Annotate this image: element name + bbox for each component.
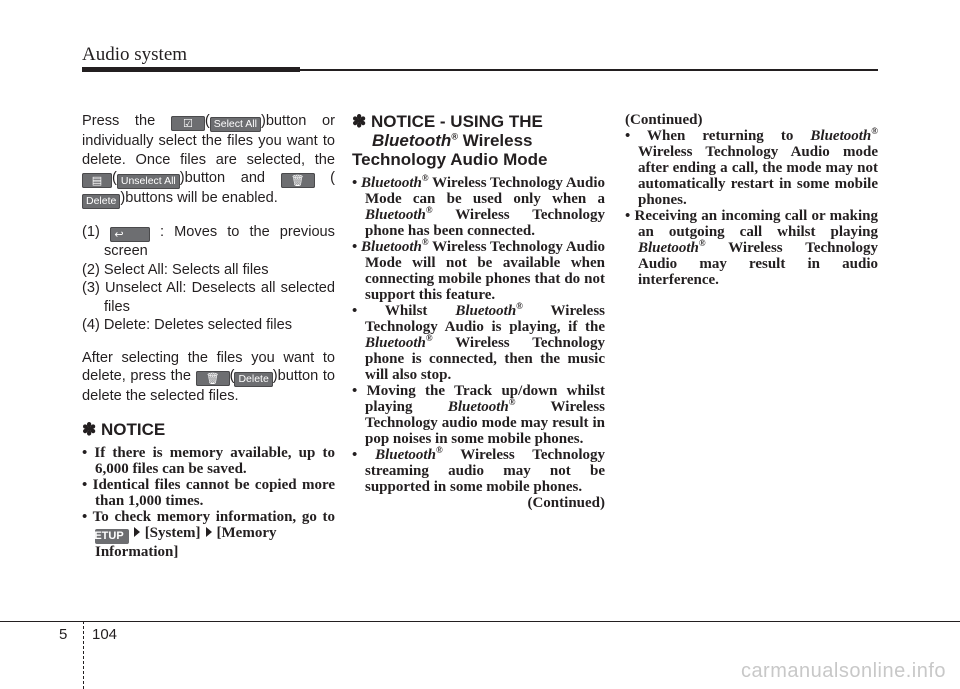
back-arrow-icon: ↩ — [110, 227, 150, 242]
arrow-right-icon — [206, 527, 212, 537]
select-all-button: Select All — [210, 117, 261, 132]
trash-icon: 🗑 — [196, 371, 230, 386]
list-icon: ▤ — [82, 173, 112, 188]
notice-heading: ✽ NOTICE - USING THE Bluetooth® Wireless Technology Audio Mode — [352, 112, 548, 169]
footer-rule — [0, 621, 960, 622]
notice-item: • Whilst Bluetooth® Wireless Technology Audio is playing, if the Bluetooth® Wireless Technology phone is connected, then the music will also stop. — [352, 301, 606, 383]
notice-item: • When returning to Bluetooth® Wireless Technology Audio mode after ending a call, the mode may not automatically restart in some mobile phones. — [625, 126, 878, 208]
notice-item: • If there is memory available, up to 6,000 files can be saved. — [82, 444, 335, 477]
unselect-all-button: Unselect All — [117, 174, 180, 189]
trash-icon: 🗑 — [281, 173, 315, 188]
column-right — [625, 112, 878, 288]
arrow-right-icon — [134, 527, 140, 537]
continued-label: (Continued) — [625, 112, 703, 128]
list-item: (3) Unselect All: Deselects all selected files — [82, 280, 335, 315]
chapter-number: 5 — [59, 626, 68, 643]
column-middle — [352, 112, 605, 511]
page-number: 104 — [92, 626, 118, 643]
delete-button: Delete — [82, 194, 120, 209]
header-bar-thin — [300, 69, 878, 71]
notice-item: • Receiving an incoming call or making an outgoing call whilst playing Bluetooth® Wireless Technology Audio may result in audio interference. — [625, 208, 879, 288]
notice-item: • Bluetooth® Wireless Technology streaming audio may not be supported in some mobile phones. — [352, 445, 605, 495]
setup-button: SETUP — [95, 529, 129, 544]
column-left — [82, 112, 335, 560]
notice-item: • Bluetooth® Wireless Technology Audio Mode can be used only when a Bluetooth® Wireless Technology phone has been connected. — [352, 173, 606, 239]
continued-label: (Continued) — [527, 495, 605, 511]
notice-heading: ✽ NOTICE — [82, 419, 166, 439]
footer-divider — [83, 621, 85, 689]
delete-paragraph: After selecting the files you want to delete, press the 🗑 ( Delete )button to delete the selected files. — [82, 349, 335, 404]
notice-item: • Moving the Track up/down whilst playing Bluetooth® Wireless Technology audio mode may result in pop noises in some mobile phones. — [352, 383, 605, 447]
list-item: (4) Delete: Deletes selected files — [82, 317, 293, 333]
list-item: (1) ↩ : Moves to the previous screen — [82, 224, 335, 259]
notice-item: • To check memory information, go to SETUP [System] [Memory Information] — [82, 508, 335, 560]
watermark: carmanualsonline.info — [740, 660, 946, 682]
notice-item: • Identical files cannot be copied more than 1,000 times. — [82, 476, 335, 509]
notice-item: • Bluetooth® Wireless Technology Audio Mode will not be available when connecting mobile phones that do not support this feature. — [352, 237, 605, 303]
header-bar-thick — [82, 67, 300, 72]
intro-paragraph: Press the ☑ ( Select All )button or individually select the files you want to delete. Once files are selected, the ▤ ( Unselect All )button and 🗑 (Delete )buttons will be enabled. — [82, 113, 336, 207]
delete-button: Delete — [234, 372, 272, 387]
checkbox-icon: ☑ — [171, 116, 205, 131]
header-title: Audio system — [82, 44, 188, 65]
list-item: (2) Select All: Selects all files — [82, 261, 269, 278]
